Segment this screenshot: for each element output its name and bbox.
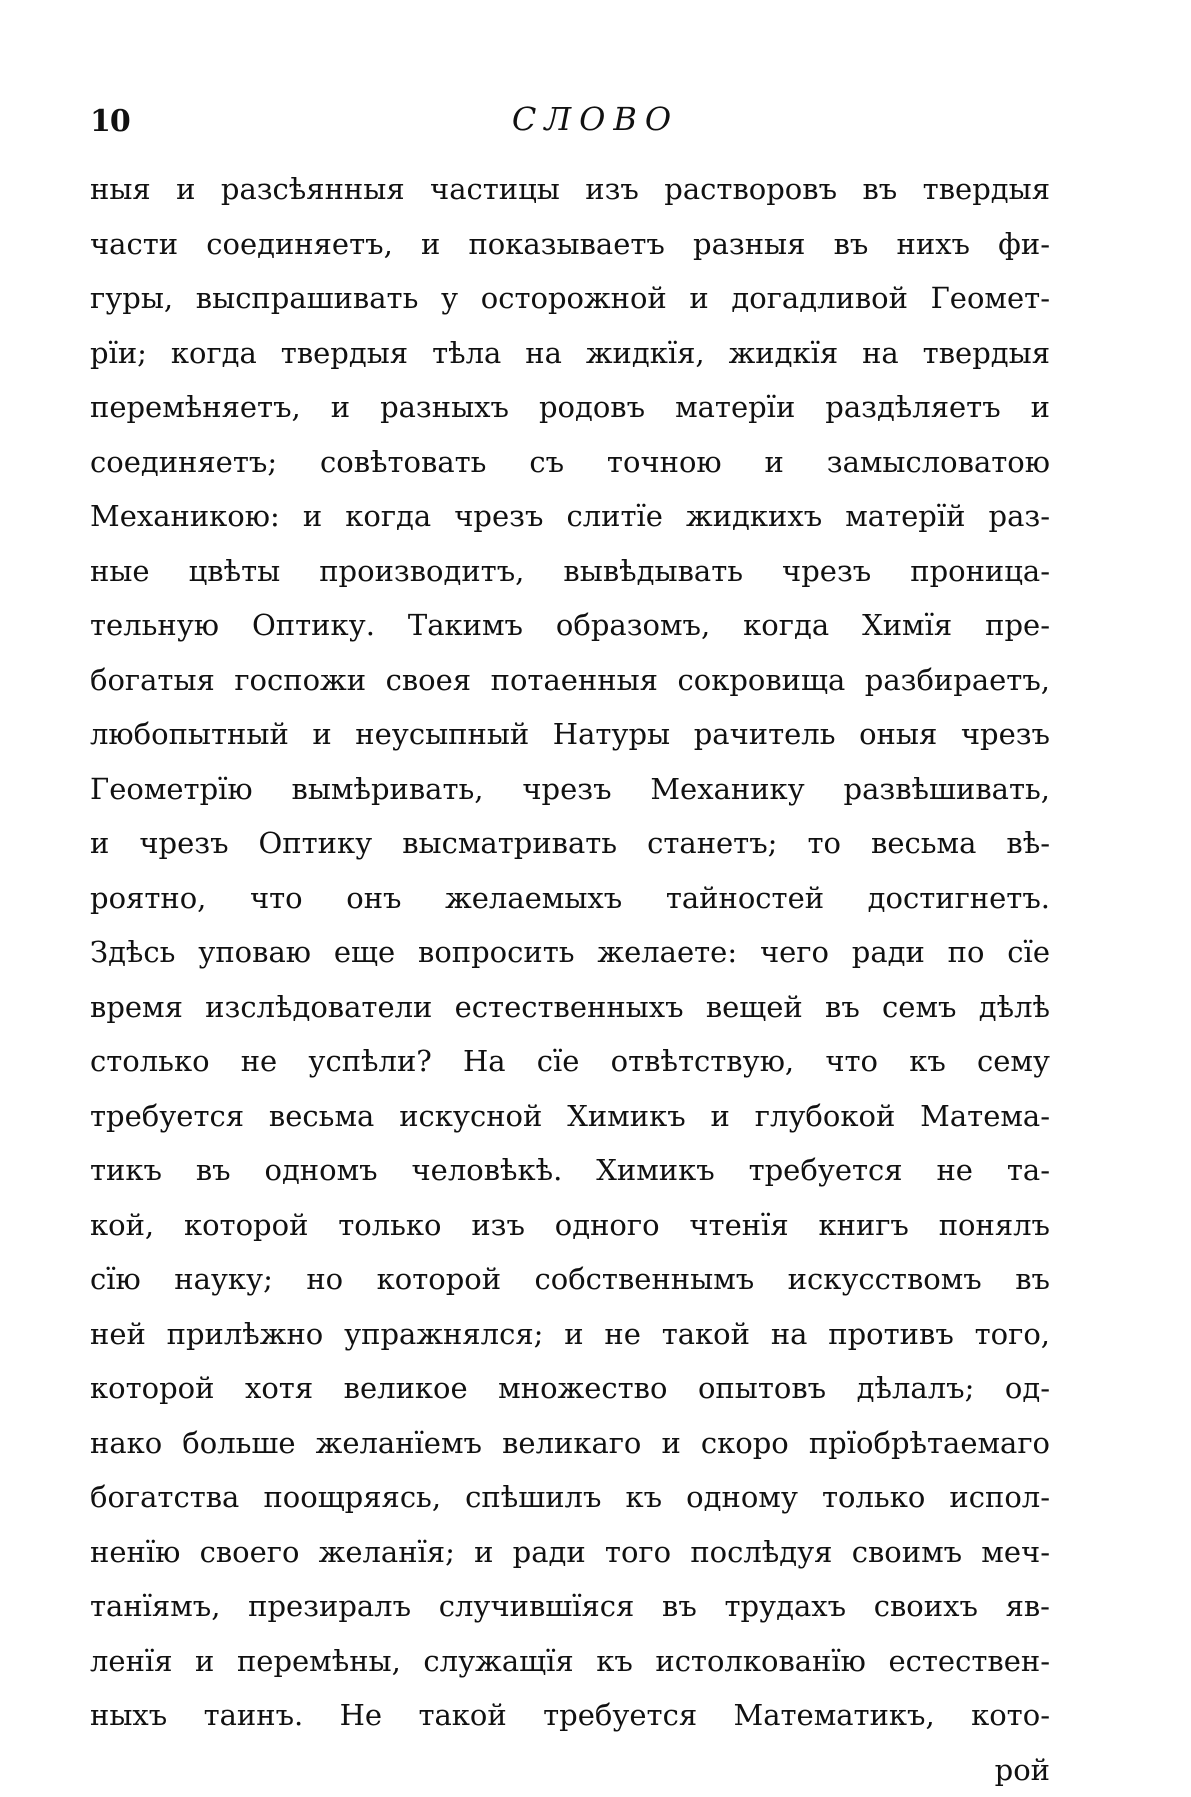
page-number: 10: [90, 104, 130, 139]
text-line: время изслѣдователи естественныхъ вещей въ семъ дѣлѣ: [90, 980, 1050, 1035]
text-line: богатства поощряясь, спѣшилъ къ одному только испол-: [90, 1470, 1050, 1525]
text-line: ленїя и перемѣны, служащїя къ истолкованїю естествен-: [90, 1634, 1050, 1689]
text-line: столько не успѣли? На сїе отвѣтствую, что къ сему: [90, 1034, 1050, 1089]
text-line: Здѣсь уповаю еще вопросить желаете: чего ради по сїе: [90, 925, 1050, 980]
text-line: роятно, что онъ желаемыхъ тайностей достигнетъ.: [90, 871, 1050, 926]
text-line: и чрезъ Оптику высматривать станетъ; то весьма вѣ-: [90, 816, 1050, 871]
text-line: ные цвѣты производитъ, вывѣдывать чрезъ проница-: [90, 544, 1050, 599]
text-line: требуется весьма искусной Химикъ и глубокой Матема-: [90, 1089, 1050, 1144]
text-line: Геометрїю вымѣривать, чрезъ Механику развѣшивать,: [90, 762, 1050, 817]
running-title: СЛОВО: [0, 100, 1191, 138]
text-line: рїи; когда твердыя тѣла на жидкїя, жидкїя на твердыя: [90, 326, 1050, 381]
text-line: ней прилѣжно упражнялся; и не такой на противъ того,: [90, 1307, 1050, 1362]
text-line: танїямъ, презиралъ случившїяся въ трудахъ своихъ яв-: [90, 1579, 1050, 1634]
text-line: ныя и разсѣянныя частицы изъ растворовъ въ твердыя: [90, 162, 1050, 217]
text-line: которой хотя великое множество опытовъ дѣлалъ; од-: [90, 1361, 1050, 1416]
text-line: тикъ въ одномъ человѣкѣ. Химикъ требуется не та-: [90, 1143, 1050, 1198]
text-line: перемѣняетъ, и разныхъ родовъ матерїи раздѣляетъ и: [90, 380, 1050, 435]
text-line: ныхъ таинъ. Не такой требуется Математикъ, кото-: [90, 1688, 1050, 1743]
catchword: рой: [90, 1743, 1050, 1797]
text-line: любопытный и неусыпный Натуры рачитель оныя чрезъ: [90, 707, 1050, 762]
text-line: богатыя госпожи своея потаенныя сокровища разбираетъ,: [90, 653, 1050, 708]
text-line: Механикою: и когда чрезъ слитїе жидкихъ матерїй раз-: [90, 489, 1050, 544]
text-line: гуры, выспрашивать у осторожной и догадливой Геомет-: [90, 271, 1050, 326]
text-line: ненїю своего желанїя; и ради того послѣдуя своимъ меч-: [90, 1525, 1050, 1580]
text-line: части соединяетъ, и показываетъ разныя въ нихъ фи-: [90, 217, 1050, 272]
text-line: нако больше желанїемъ великаго и скоро прїобрѣтаемаго: [90, 1416, 1050, 1471]
text-line: сїю науку; но которой собственнымъ искусствомъ въ: [90, 1252, 1050, 1307]
body-text: [90, 162, 1050, 1797]
text-line: соединяетъ; совѣтовать съ точною и замысловатою: [90, 435, 1050, 490]
text-line: тельную Оптику. Такимъ образомъ, когда Химїя пре-: [90, 598, 1050, 653]
text-line: кой, которой только изъ одного чтенїя книгъ понялъ: [90, 1198, 1050, 1253]
